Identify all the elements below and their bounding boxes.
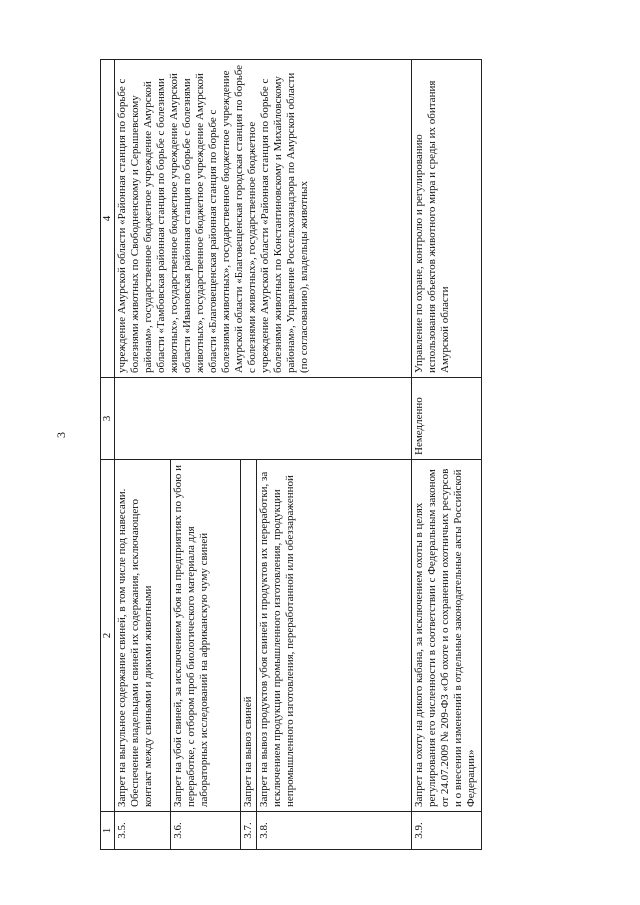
row-number: 3.7.	[241, 812, 257, 850]
measure-text: Запрет на охоту на дикого кабана, за исключением охоты в целях регулирования его численности в соответствии с Федеральным законом от 24.07.2009 № 209-ФЗ «Об охоте и о сохранении охотничьих ресурсов и о внесении изменений в отдельные законодательные акты Российской Федерации»	[412, 460, 482, 812]
measure-text: Запрет на убой свиней, за исключением убоя на предприятиях по убою и переработке, с отбором проб биологического материала для лабораторных исследований на африканскую чуму свиней	[171, 460, 241, 812]
responsible-cell: учреждение Амурской области «Районная станция по борьбе с болезнями животных по Свободненскому и Серышевскому районам», государственное бюджетное учреждение Амурской области «Тамбовская районная станция по борьбе с болезнями животных», государственное бюджетное учреждение Амурской области «Ивановская районная станция по борьбе с болезнями животных», государственное бюджетное учреждение Амурской области «Благовещенская районная станция по борьбе с болезнями животных», государственное бюджетное учреждение Амурской области «Благовещенская городская станция по борьбе с болезнями животных», государственное бюджетное учреждение Амурской области «Районная станция по борьбе с болезнями животных по Константиновскому и Михайловскому районам», Управление Россельхознадзора по Амурской области (по согласованию), владельцы животных	[115, 60, 412, 378]
document-table-container	[100, 60, 485, 850]
row-number: 3.6.	[171, 812, 241, 850]
table-row	[412, 60, 482, 850]
page-number: 3	[54, 432, 68, 438]
header-col-2: 2	[101, 460, 115, 812]
responsible-cell: Управление по охране, контролю и регулированию использования объектов животного мира и среды их обитания Амурской области	[412, 60, 482, 378]
deadline-cell: Немедленно	[412, 378, 482, 460]
header-col-3: 3	[101, 378, 115, 460]
measures-table	[100, 59, 482, 850]
deadline-cell	[115, 378, 412, 460]
row-number: 3.9.	[412, 812, 482, 850]
header-col-1: 1	[101, 812, 115, 850]
row-number: 3.8.	[257, 812, 412, 850]
measure-text: Запрет на выгульное содержание свиней, в том числе под навесами. Обеспечение владельцами свиней их содержания, исключающего контакт между свиньями и дикими животными	[115, 460, 171, 812]
header-col-4: 4	[101, 60, 115, 378]
table-row	[115, 60, 171, 850]
row-number: 3.5.	[115, 812, 171, 850]
table-header-row	[101, 60, 115, 850]
measure-text: Запрет на вывоз свиней	[241, 460, 257, 812]
measure-text: Запрет на вывоз продуктов убоя свиней и продуктов их переработки, за исключением продукции промышленного изготовления, продукции непромышленного изготовления, переработанной или обеззараженной	[257, 460, 412, 812]
